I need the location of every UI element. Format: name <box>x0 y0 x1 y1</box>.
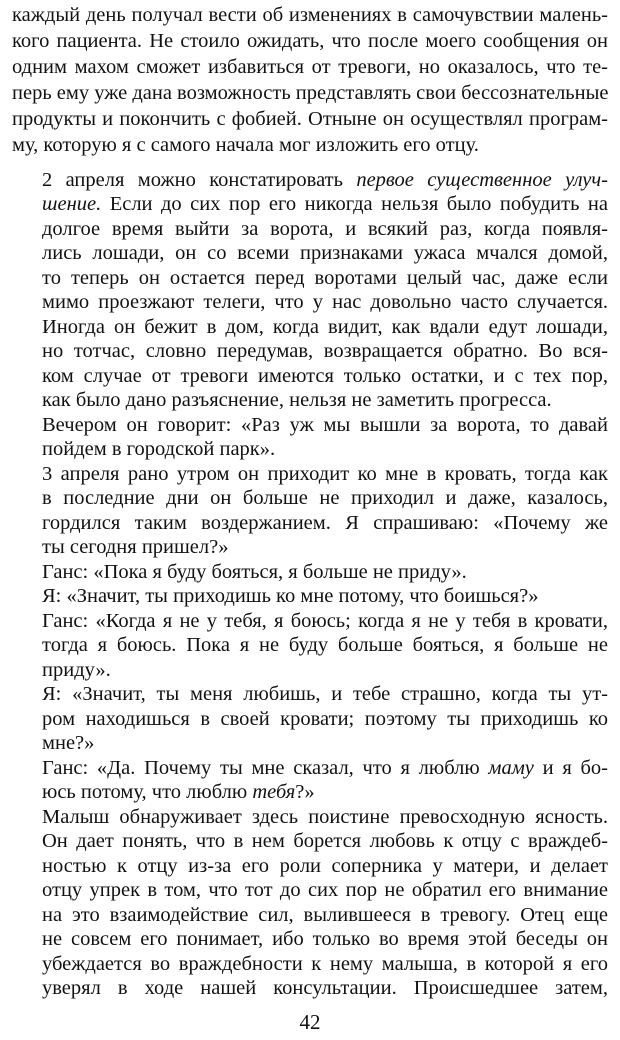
text-line: Вечером он говорит: «Раз уж мы вышли за ворота, то давай <box>42 413 608 436</box>
text-line: убеждается во враждебности к нему малыша, в которой я его <box>42 952 608 975</box>
text-line: перь ему уже дана возможность представлять свои бессознательные <box>12 82 609 104</box>
text-line: ром находишься в своей кровати; поэтому ты приходишь ко <box>42 707 608 730</box>
text-line: приду». <box>42 658 111 681</box>
text-line: мне?» <box>42 732 95 755</box>
italic-text: тебя <box>252 781 296 804</box>
text-line: Иногда он бежит в дом, когда видит, как вдали едут лошади, <box>42 315 608 338</box>
text-line: ком случае от тревоги имеются только остатки, и с тех пор, <box>42 364 608 387</box>
text-line: Ганс: «Пока я буду бояться, я больше не приду». <box>42 560 467 583</box>
text-line: Я: «Значит, ты приходишь ко мне потому, что боишься?» <box>42 585 539 608</box>
text-line: не совсем его понимает, ибо только во время этой беседы он <box>42 928 608 951</box>
text-line <box>42 192 608 216</box>
text-line: отцу упрек в том, что тот до сих пор не обратил его внимание <box>42 879 608 902</box>
text-run: ?» <box>295 781 315 804</box>
text-line <box>42 780 608 804</box>
text-line: но тотчас, словно передумав, возвращается обратно. Во вся- <box>42 340 608 363</box>
text-line: продукты и покончить с фобией. Отныне он осуществлял програм- <box>12 108 608 130</box>
text-line: кого пациента. Не стоило ожидать, что после моего сообщения он <box>12 30 608 52</box>
text-line: на это взаимодействие сил, вылившееся в тревогу. Отец еще <box>42 903 608 926</box>
text-line: мимо проезжают телеги, что у нас довольно часто случается. <box>42 291 608 314</box>
text-line: Я: «Значит, ты меня любишь, и тебе страшно, когда ты ут- <box>42 683 608 706</box>
italic-text: маму <box>488 756 534 779</box>
text-line: му, которую я с самого начала мог изложить его отцу. <box>12 134 479 156</box>
text-run: и я бо- <box>533 756 608 779</box>
italic-text: шение. <box>42 193 102 216</box>
text-line: Ганс: «Когда я не у тебя, я боюсь; когда я не у тебя в кровати, <box>42 609 608 632</box>
text-line: в последние дни он больше не приходил и даже, казалось, <box>42 487 608 510</box>
text-run: юсь потому, что люблю <box>42 781 253 804</box>
text-run: Ганс: «Да. Почему ты мне сказал, что я люблю <box>42 756 489 779</box>
text-line: то теперь он остается перед воротами целый час, даже если <box>42 266 608 289</box>
text-run: 2 апреля можно констатировать <box>42 169 357 191</box>
text-line: ты сегодня пришел?» <box>42 536 229 559</box>
text-line: тогда я боюсь. Пока я не буду больше бояться, я больше не <box>42 634 608 657</box>
italic-text: первое существенное улуч- <box>356 169 608 191</box>
text-line: уверял в ходе нашей консультации. Происшедшее затем, <box>42 977 608 999</box>
text-line: одним махом сможет избавиться от тревоги, но оказалось, что те- <box>12 56 608 78</box>
text-line: как было дано разъяснение, нельзя не заметить прогресса. <box>42 389 552 412</box>
text-line: лись лошади, он со всеми признаками ужаса мчался домой, <box>42 242 608 265</box>
text-line: пойдем в городской парк». <box>42 438 276 461</box>
text-line: Малыш обнаруживает здесь поистине превосходную ясность. <box>42 805 608 828</box>
text-run: Если до сих пор его никогда нельзя было побудить на <box>101 193 608 216</box>
text-line <box>42 756 608 780</box>
text-line: долгое время выйти за ворота, и всякий раз, когда появля- <box>42 217 608 240</box>
text-line: 3 апреля рано утром он приходит ко мне в кровать, тогда как <box>42 462 608 485</box>
text-line: каждый день получал вести об изменениях в самочувствии малень- <box>12 4 608 26</box>
text-line <box>42 168 608 192</box>
text-line: ностью к отцу из-за его роли соперника у матери, и делает <box>42 854 608 877</box>
text-line: гордился таким воздержанием. Я спрашиваю: «Почему же <box>42 511 608 534</box>
text-line: Он дает понять, что в нем борется любовь к отцу с враждеб- <box>42 830 608 853</box>
page-number: 42 <box>299 1010 321 1034</box>
